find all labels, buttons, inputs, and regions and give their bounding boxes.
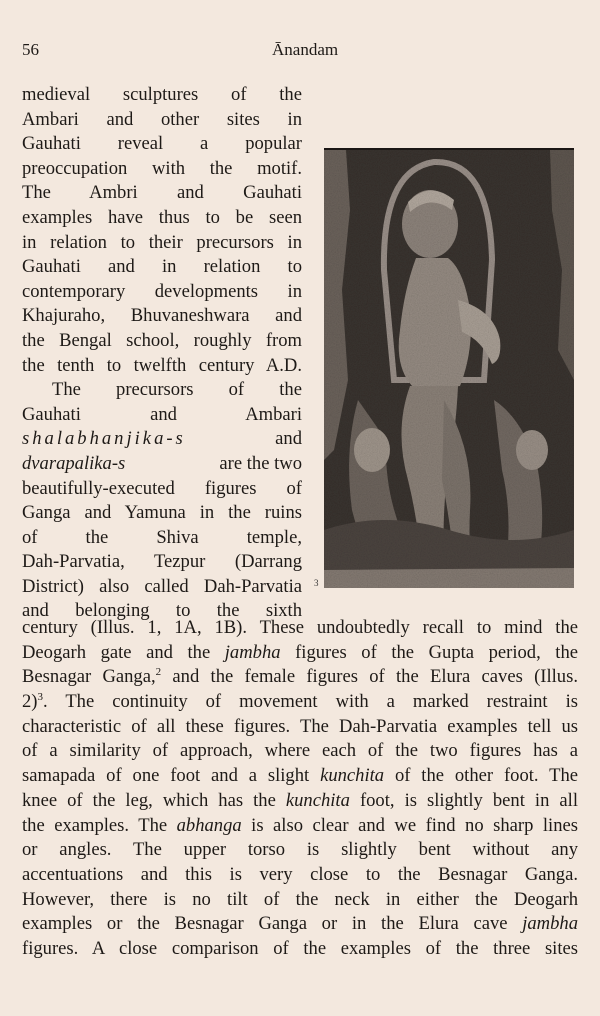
text-line: However, there is no tilt of the neck in either the Deogarh [22,888,578,910]
italic-term: jambha [522,913,578,935]
text-line: accentuations and this is very close to the Besnagar Ganga. [22,863,578,885]
footnote-ref: 3 [37,690,43,703]
text-line: Gauhati and in relation to [22,256,302,278]
running-header [22,40,578,66]
text-column [22,83,302,624]
text-line: and belonging to the sixth [22,600,302,622]
text-line: or angles. The upper torso is slightly bent without any [22,839,578,861]
text-line: examples have thus to be seen [22,206,302,228]
text-line [22,665,578,690]
text-line: of a similarity of approach, where each of the two figures has a [22,740,578,762]
text-fragment: knee of the leg, which has the [22,789,286,811]
text-line [22,427,302,452]
italic-term: kunchita [285,789,350,811]
text-line: District) also called Dah-Parvatia [22,575,302,597]
text-fragment: foot, is slightly bent in all [349,789,578,811]
text-fragment: are the two [219,452,302,474]
text-fragment: of the other foot. The [384,765,578,787]
page-number: 56 [22,40,39,59]
text-line: Gauhati reveal a popular [22,133,302,155]
text-fragment: Besnagar Ganga, [22,666,156,688]
text-line: century (Illus. 1, 1A, 1B). These undoubtedly recall to mind the [22,617,578,638]
text-line [22,789,578,814]
sculpture-illustration [324,150,574,588]
text-line [22,641,578,666]
italic-term: kunchita [320,765,385,787]
text-fragment: examples or the Besnagar Ganga or in the Elura cave [22,913,523,935]
text-line: contemporary developments in [22,280,302,302]
text-line: in relation to their precursors in [22,231,302,253]
text-fragment: Deogarh gate and the [22,641,225,663]
sculpture-photograph [324,148,574,588]
figure-number: 3 [314,578,319,588]
text-line [22,912,578,937]
text-line: The Ambri and Gauhati [22,182,302,204]
italic-term: jambha [224,641,281,663]
text-line: the Bengal school, roughly from [22,329,302,351]
italic-term: shalabhanjika-s [22,428,186,450]
text-fragment: and the female figures of the Elura caves (Illus. [161,666,578,688]
text-line: medieval sculptures of the [22,84,302,105]
text-line: Dah-Parvatia, Tezpur (Darrang [22,551,302,573]
italic-term: dvarapalika-s [22,452,126,474]
text-fragment: . The continuity of movement with a marked restraint is [43,691,578,713]
full-width-text [22,616,578,962]
text-line [22,814,578,839]
text-line: preoccupation with the motif. [22,157,302,179]
text-line: beautifully-executed figures of [22,477,302,499]
text-fragment: the examples. The [22,814,177,836]
text-fragment: and [275,428,302,450]
text-line [22,452,302,477]
text-line [22,690,578,715]
text-line: characteristic of all these figures. The Dah-Parvatia examples tell us [22,715,578,737]
italic-term: abhanga [176,814,242,836]
text-line: figures. A close comparison of the examples of the three sites [22,937,578,959]
text-fragment: is also clear and we find no sharp lines [241,814,578,836]
text-fragment: samapada of one foot and a slight [22,765,321,787]
text-line: the tenth to twelfth century A.D. [22,354,302,376]
text-line: Ganga and Yamuna in the ruins [22,502,302,524]
text-line: of the Shiva temple, [22,526,302,548]
text-line: Gauhati and Ambari [22,403,302,425]
text-fragment: figures of the Gupta period, the [280,641,578,663]
text-line [22,764,578,789]
paragraph-start-line: The precursors of the [52,379,302,401]
text-line: Ambari and other sites in [22,108,302,130]
text-fragment: 2) [22,691,38,713]
running-head-title: Ānandam [272,40,339,59]
text-line: Khajuraho, Bhuvaneshwara and [22,305,302,327]
footnote-ref: 2 [155,666,162,679]
